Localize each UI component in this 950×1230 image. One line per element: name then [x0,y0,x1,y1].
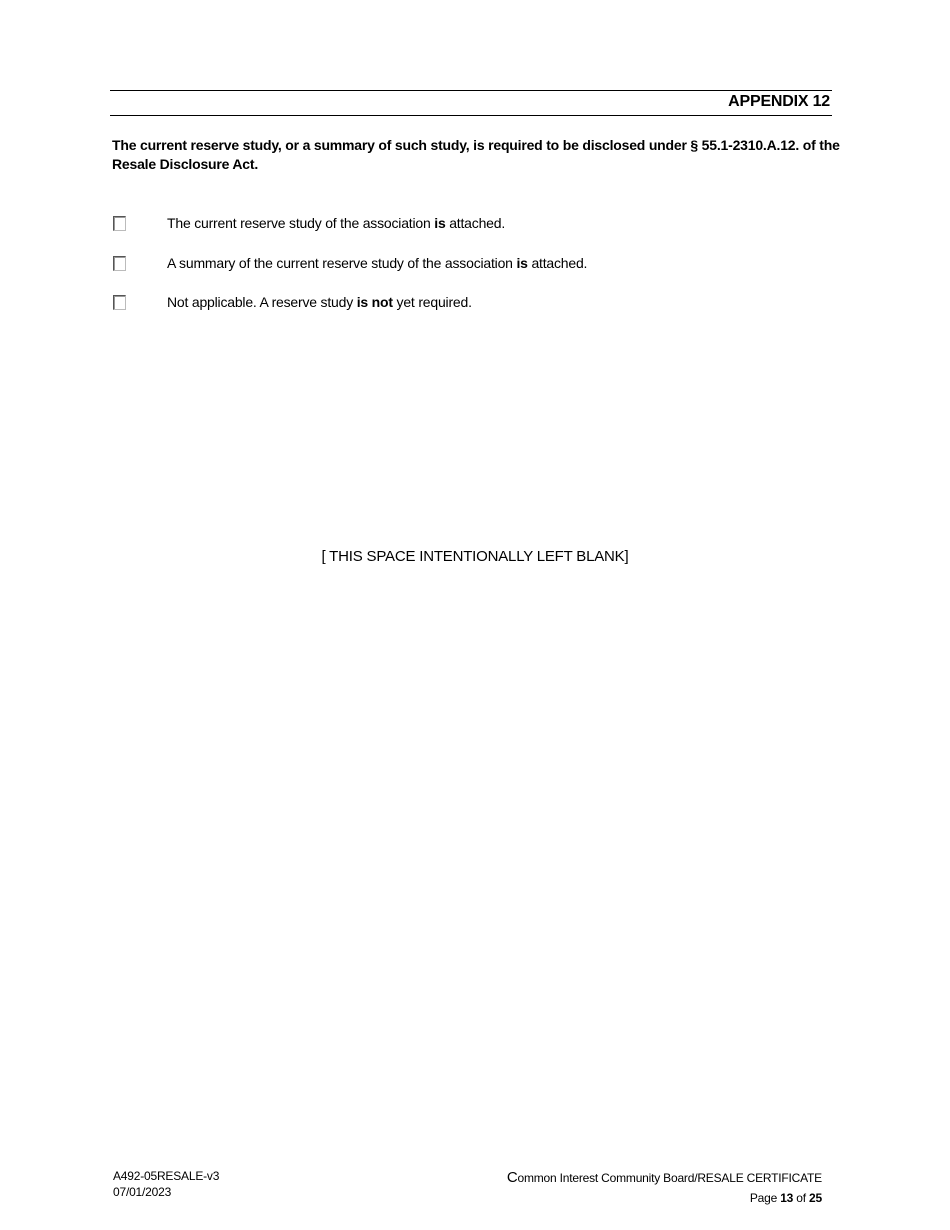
option-text-after: attached. [527,255,588,271]
header-top-rule [110,90,832,91]
option-text-before: A summary of the current reserve study of the association [167,255,517,271]
footer-right [507,1168,822,1208]
option-text-after: attached. [445,215,506,231]
option-text-bold: is [516,255,528,271]
checkbox-summary-attached[interactable] [113,256,126,271]
option-text-before: Not applicable. A reserve study [167,294,357,310]
option-not-applicable [112,293,852,313]
option-reserve-study-attached [112,214,852,234]
option-text [167,214,505,232]
footer-title-initial: C [506,1169,518,1186]
option-text [167,254,587,272]
footer-left [113,1168,219,1200]
option-text-bold: is [434,215,446,231]
option-text [167,293,472,311]
intro-paragraph: The current reserve study, or a summary of such study, is required to be disclosed under § 55.1-2310.A.12. of the Resale Disclosure Act. [112,137,840,172]
page-number [507,1188,822,1208]
form-id: A492-05RESALE-v3 [113,1169,220,1183]
page-total: 25 [809,1191,822,1205]
option-text-bold: is not [356,294,393,310]
appendix-title: APPENDIX 12 [728,93,830,110]
page-label: Page [749,1191,781,1205]
page-of: of [793,1191,810,1205]
footer-title [507,1168,822,1188]
option-text-before: The current reserve study of the association [167,215,435,231]
checkbox-reserve-study-attached[interactable] [113,216,126,231]
option-summary-attached [112,254,852,274]
footer-title-rest: ommon Interest Community Board/RESALE CERTIFICATE [517,1171,822,1185]
page-current: 13 [780,1191,794,1205]
checkbox-not-applicable[interactable] [113,295,126,310]
form-date: 07/01/2023 [113,1185,172,1199]
blank-space-notice: [ THIS SPACE INTENTIONALLY LEFT BLANK] [321,548,629,565]
option-text-after: yet required. [392,294,472,310]
header-bottom-rule [110,115,832,116]
